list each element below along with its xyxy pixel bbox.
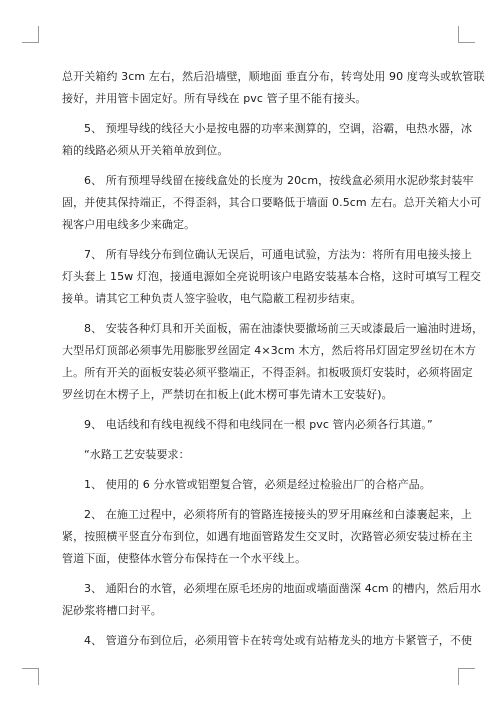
text-line: 总开关箱约 3cm 左右，然后沿墙壁，顺地面 垂直分布，转弯处用 90 度弯头或软管联 bbox=[62, 70, 485, 83]
text-line: 罗丝切在木楞子上，严禁切在扣板上(此木楞可事先请木工安装好)。 bbox=[62, 388, 393, 401]
paragraph-item-5 bbox=[62, 118, 473, 162]
paragraph-water-item-2 bbox=[62, 504, 473, 570]
crop-mark-bottom-left bbox=[22, 668, 39, 685]
paragraph-water-item-3 bbox=[62, 578, 482, 622]
section-heading-water bbox=[62, 444, 442, 466]
text-line: 紧，按照横平竖直分布到位，如遇有地面管路发生交叉时，次路管必须安装过桥在主 bbox=[62, 530, 473, 543]
text-line: 4、 管道分布到位后，必须用管卡在转弯处或有站椿龙头的地方卡紧管子，不使 bbox=[84, 634, 473, 647]
paragraph-water-item-4 bbox=[62, 630, 473, 652]
text-line: 大型吊灯顶部必须事先用膨胀罗丝固定 4×3cm 木方，然后将吊灯固定罗丝切在木方 bbox=[62, 344, 476, 357]
text-line: 2、 在施工过程中，必须将所有的管路连接接头的罗牙用麻丝和白漆裹起来，上 bbox=[84, 508, 473, 521]
text-line: 接单。请其它工种负责人签字验收，电气隐蔽工程初步结束。 bbox=[62, 292, 362, 305]
crop-mark-top-left bbox=[22, 26, 39, 43]
paragraph-item-7 bbox=[62, 244, 481, 310]
crop-mark-top-right bbox=[458, 26, 475, 43]
text-line: 8、 安装各种灯具和开关面板，需在油漆快要撤场前三天或漆最后一遍油时进场， bbox=[84, 322, 484, 335]
crop-mark-bottom-right bbox=[458, 668, 475, 685]
text-line: 管道下面，使整体水管分布保持在一个水平线上。 bbox=[62, 552, 307, 565]
text-line: 1、 使用的 6 分水管或铝塑复合管，必须是经过检验出厂的合格产品。 bbox=[84, 478, 431, 491]
text-line: 9、 电话线和有线电视线不得和电线同在一根 pvc 管内必须各行其道。” bbox=[84, 418, 433, 431]
text-line: 固，并使其保持端正，不得歪斜，其合口要略低于墙面 0.5cm 左右。总开关箱大小可 bbox=[62, 196, 482, 209]
text-line: 7、 所有导线分布到位确认无误后，可通电试验，方法为：将所有用电接头接上 bbox=[84, 248, 473, 261]
text-line: 6、 所有预埋导线留在接线盒处的长度为 20cm，按线盒必须用水泥砂浆封装牢 bbox=[84, 174, 474, 187]
paragraph-item-6 bbox=[62, 170, 482, 236]
text-line: 上。所有开关的面板安装必须平整端正，不得歪斜。扣板吸顶灯安装时，必须将固定 bbox=[62, 366, 473, 379]
document-body bbox=[62, 66, 485, 660]
text-line: 箱的线路必须从开关箱单放到位。 bbox=[62, 144, 229, 157]
text-line: 3、 通阳台的水管，必须埋在原毛坯房的地面或墙面凿深 4cm 的槽内，然后用水 bbox=[84, 582, 482, 595]
text-line: 泥砂浆将槽口封平。 bbox=[62, 604, 162, 617]
text-line: “水路工艺安装要求： bbox=[84, 448, 190, 461]
paragraph-item-8 bbox=[62, 318, 484, 406]
text-line: 视客户用电线多少来确定。 bbox=[62, 218, 196, 231]
paragraph-continuation bbox=[62, 66, 485, 110]
paragraph-water-item-1 bbox=[62, 474, 442, 496]
text-line: 接好，并用管卡固定好。所有导线在 pvc 管子里不能有接头。 bbox=[62, 92, 367, 105]
paragraph-item-9 bbox=[62, 414, 442, 436]
text-line: 灯头套上 15w 灯泡，接通电源如全亮说明该户电路安装基本合格，这时可填写工程交 bbox=[62, 270, 481, 283]
text-line: 5、 预埋导线的线径大小是按电器的功率来测算的，空调，浴霸，电热水器，冰 bbox=[84, 122, 473, 135]
